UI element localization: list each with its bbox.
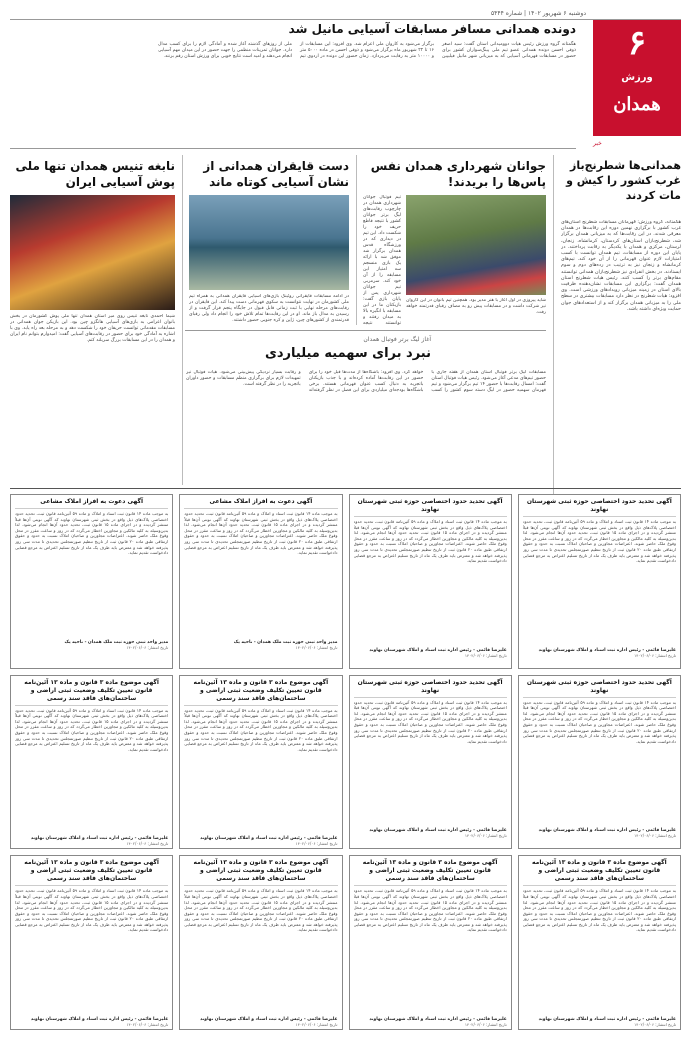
ad-signature: علیرضا قائمی - رئیس اداره ثبت اسناد و املاک شهرستان نهاوند (369, 828, 507, 834)
paper-name: همدان (613, 94, 661, 115)
ad-title: آگهی موضوع ماده ۳ قانون و ماده ۱۳ آئین‌نامه قانون تعیین تکلیف وضعیت ثبتی اراضی و ساختمان‌های فاقد سند رسمی (523, 859, 676, 886)
column-divider-3 (182, 155, 183, 485)
ad-body: به موجب ماده ۱۴ قانون ثبت اسناد و املاک و ماده ۵۹ آئین‌نامه قانون ثبت، تحدید حدود اختصاصی پلاک‌های ذیل واقع در بخش ثبتی شهرستان نهاوند که آگهی نوبتی آن‌ها قبلاً منتشر گردیده و در اجرای ماده ۱۵ قانون ثبت، تحدید حدود آن‌ها انجام می‌شود. لذا بدین‌وسیله به کلیه مالکین و مجاورین اخطار می‌گردد که در روز و ساعت مقرر در محل وقوع ملک حاضر شوند. اعتراضات مجاورین و صاحبان املاک نسبت به حدود و حقوق ارتفاقی طبق ماده ۲۰ قانون ثبت از تاریخ تنظیم صورتمجلس تحدیدی تا مدت سی روز پذیرفته خواهد شد و معترض باید ظرف یک ماه از تاریخ تسلیم اعتراض به مرجع قضایی دادخواست تقدیم نماید. (522, 888, 676, 933)
legal-ad (179, 494, 342, 669)
tennis-player-photo (10, 195, 175, 310)
ad-body: به موجب ماده ۱۴ قانون ثبت اسناد و املاک و ماده ۵۹ آئین‌نامه قانون ثبت، تحدید حدود اختصاصی پلاک‌های ذیل واقع در بخش ثبتی شهرستان نهاوند که آگهی نوبتی آن‌ها قبلاً منتشر گردیده و در اجرای ماده ۱۵ قانون ثبت، تحدید حدود آن‌ها انجام می‌شود. لذا بدین‌وسیله به کلیه مالکین و مجاورین اخطار می‌گردد که در روز و ساعت مقرر در محل وقوع ملک حاضر شوند. اعتراضات مجاورین و صاحبان املاک نسبت به حدود و حقوق ارتفاقی طبق ماده ۲۰ قانون ثبت از تاریخ تنظیم صورتمجلس تحدیدی تا مدت سی روز پذیرفته خواهد شد و معترض باید ظرف یک ماه از تاریخ تسلیم اعتراض به مرجع قضایی دادخواست تقدیم نماید. (184, 511, 338, 556)
ad-signature: علیرضا قائمی - رئیس اداره ثبت اسناد و املاک شهرستان نهاوند (538, 828, 676, 834)
ad-title: آگهی موضوع ماده ۳ قانون و ماده ۱۳ آئین‌نامه قانون تعیین تکلیف وضعیت ثبتی اراضی و ساختمان‌های فاقد سند رسمی (354, 859, 507, 886)
ad-body: به موجب ماده ۱۴ قانون ثبت اسناد و املاک و ماده ۵۹ آئین‌نامه قانون ثبت، تحدید حدود اختصاصی پلاک‌های ذیل واقع در بخش ثبتی شهرستان نهاوند که آگهی نوبتی آن‌ها قبلاً منتشر گردیده و در اجرای ماده ۱۵ قانون ثبت، تحدید حدود آن‌ها انجام می‌شود. لذا بدین‌وسیله به کلیه مالکین و مجاورین اخطار می‌گردد که در روز و ساعت مقرر در محل وقوع ملک حاضر شوند. اعتراضات مجاورین و صاحبان املاک نسبت به حدود و حقوق ارتفاقی طبق ماده ۲۰ قانون ثبت از تاریخ تنظیم صورتمجلس تحدیدی تا مدت سی روز پذیرفته خواهد شد و معترض باید ظرف یک ماه از تاریخ تسلیم اعتراض به مرجع قضایی دادخواست تقدیم نماید. (184, 707, 338, 752)
ad-signature: علیرضا قائمی - رئیس اداره ثبت اسناد و املاک شهرستان نهاوند (200, 836, 338, 842)
legal-ad (179, 855, 342, 1030)
section-label: ورزش (621, 72, 653, 83)
ad-title: آگهی موضوع ماده ۳ قانون و ماده ۱۳ آئین‌نامه قانون تعیین تکلیف وضعیت ثبتی اراضی و ساختمان‌های فاقد سند رسمی (184, 859, 337, 886)
rowing-photo (189, 195, 349, 290)
legal-ad (179, 675, 342, 850)
ad-signature: علیرضا قائمی - رئیس اداره ثبت اسناد و املاک شهرستان نهاوند (200, 1016, 338, 1022)
paper-logo (593, 66, 681, 136)
story-tennis-title: نابغه تنیس همدان تنها ملی پوش آسیایی ایران (15, 159, 175, 189)
ad-title: آگهی دعوت به افراز املاک مشاعی (184, 498, 337, 509)
ad-date: تاریخ انتشار: ۱۴۰۲/۰۶/۰۶ (295, 841, 338, 847)
ad-title: آگهی دعوت به افراز املاک مشاعی (15, 498, 168, 509)
ad-title: آگهی تحدید حدود اختصاصی حوزه ثبتی شهرستان نهاوند (523, 679, 676, 698)
ad-title: آگهی موضوع ماده ۳ قانون و ماده ۱۳ آئین‌نامه قانون تعیین تکلیف وضعیت ثبتی اراضی و ساختمان‌های فاقد سند رسمی (15, 859, 168, 886)
ad-signature: علیرضا قائمی - رئیس اداره ثبت اسناد و املاک شهرستان نهاوند (538, 1016, 676, 1022)
story-football-title: جوانان شهرداری همدان نفس پاس‌ها را بریدند! (370, 159, 546, 189)
lead-rule (10, 148, 576, 149)
legal-ad (10, 675, 173, 850)
column-divider-2 (356, 155, 357, 325)
story-tennis-body: شیما احمدی نابغه تنیس روی میز استان همدان تنها ملی پوش کشورمان در بخش بانوان اعزامی به بازی‌های آسیایی هانگژو چین بود. این بازیکن جوان همدانی در مسابقات مقدماتی توانست حریفان خود را شکست دهد و به مرحله بعد راه یابد. وی با اشاره به آمادگی خود برای حضور در رقابت‌های آسیایی گفت: امیدوارم بتوانم نام ایران و همدان را در این مسابقات بزرگ سربلند کنم. (10, 314, 175, 343)
legal-ad (10, 855, 173, 1030)
ad-title: آگهی تحدید حدود اختصاصی حوزه ثبتی شهرستان نهاوند (523, 498, 676, 517)
ad-body: به موجب ماده ۱۴ قانون ثبت اسناد و املاک و ماده ۵۹ آئین‌نامه قانون ثبت، تحدید حدود اختصاصی پلاک‌های ذیل واقع در بخش ثبتی شهرستان نهاوند که آگهی نوبتی آن‌ها قبلاً منتشر گردیده و در اجرای ماده ۱۵ قانون ثبت، تحدید حدود آن‌ها انجام می‌شود. لذا بدین‌وسیله به کلیه مالکین و مجاورین اخطار می‌گردد که در روز و ساعت مقرر در محل وقوع ملک حاضر شوند. اعتراضات مجاورین و صاحبان املاک نسبت به حدود و حقوق ارتفاقی طبق ماده ۲۰ قانون ثبت از تاریخ تنظیم صورتمجلس تحدیدی تا مدت سی روز پذیرفته خواهد شد و معترض باید ظرف یک ماه از تاریخ تسلیم اعتراض به مرجع قضایی دادخواست تقدیم نماید. (353, 888, 507, 933)
ad-title: آگهی موضوع ماده ۳ قانون و ماده ۱۳ آئین‌نامه قانون تعیین تکلیف وضعیت ثبتی اراضی و ساختمان‌های فاقد سند رسمی (184, 679, 337, 706)
ad-signature: علیرضا قائمی - رئیس اداره ثبت اسناد و املاک شهرستان نهاوند (369, 647, 507, 653)
ad-signature: مدیر واحد ثبتی حوزه ثبت ملک همدان - ناحیه یک (64, 639, 169, 645)
ad-signature: علیرضا قائمی - رئیس اداره ثبت اسناد و املاک شهرستان نهاوند (30, 836, 169, 842)
ad-body: به موجب ماده ۱۴ قانون ثبت اسناد و املاک و ماده ۵۹ آئین‌نامه قانون ثبت، تحدید حدود اختصاصی پلاک‌های ذیل واقع در بخش ثبتی شهرستان نهاوند که آگهی نوبتی آن‌ها قبلاً منتشر گردیده و در اجرای ماده ۱۵ قانون ثبت، تحدید حدود آن‌ها انجام می‌شود. لذا بدین‌وسیله به کلیه مالکین و مجاورین اخطار می‌گردد که در روز و ساعت مقرر در محل وقوع ملک حاضر شوند. اعتراضات مجاورین و صاحبان املاک نسبت به حدود و حقوق ارتفاقی طبق ماده ۲۰ قانون ثبت از تاریخ تنظیم صورتمجلس تحدیدی تا مدت سی روز پذیرفته خواهد شد و معترض باید ظرف یک ماه از تاریخ تسلیم اعتراض به مرجع قضایی دادخواست تقدیم نماید. (15, 707, 169, 752)
story-football-body: تیم فوتبال جوانان شهرداری همدان در چارچوب رقابت‌های لیگ برتر جوانان کشور با نتیجه قاطع حریف خود را شکست داد. این تیم در دیداری که در ورزشگاه قدس همدان برگزار شد موفق شد با ارائه یک بازی منسجم سه امتیاز این مسابقه را از آن خود کند. سرمربی تیم جوانان شهرداری پس از پایان بازی گفت: بازیکنان ما در این مسابقه با انگیزه بالا به میدان رفتند و توانستند نتیجه (363, 195, 401, 325)
ad-date: تاریخ انتشار: ۱۴۰۲/۰۶/۰۶ (464, 652, 507, 658)
legal-ad (10, 494, 173, 669)
ad-date: تاریخ انتشار: ۱۴۰۲/۰۶/۰۶ (634, 652, 676, 658)
ad-date: تاریخ انتشار: ۱۴۰۲/۰۶/۰۶ (126, 1021, 169, 1027)
story-rowing-title: دست قایقران همدانی از نشان آسیایی کوتاه ماند (203, 159, 349, 189)
ad-date: تاریخ انتشار: ۱۴۰۲/۰۶/۰۶ (634, 1021, 676, 1027)
ad-date: تاریخ انتشار: ۱۴۰۲/۰۶/۰۶ (634, 833, 676, 839)
page-number: ۶ (627, 23, 647, 63)
chess-title: همدانی‌ها شطرنج‌باز غرب کشور را کیش و مات کردند (566, 159, 681, 202)
ad-signature: علیرضا قائمی - رئیس اداره ثبت اسناد و املاک شهرستان نهاوند (369, 1016, 507, 1022)
page-badge (593, 20, 681, 66)
ad-date: تاریخ انتشار: ۱۴۰۲/۰۶/۰۶ (126, 644, 169, 650)
match-title: نبرد برای سهمیه میلیاردی (264, 346, 431, 361)
date-text: دوشنبه ۶ شهریور ۱۴۰۲ | شماره ۵۴۴۴ (490, 9, 586, 17)
match-rule (185, 330, 546, 331)
lead-title: دونده همدانی مسافر مسابقات آسیایی مانیل شد (288, 22, 576, 36)
ad-body: به موجب ماده ۱۴ قانون ثبت اسناد و املاک و ماده ۵۹ آئین‌نامه قانون ثبت، تحدید حدود اختصاصی پلاک‌های ذیل واقع در بخش ثبتی شهرستان نهاوند که آگهی نوبتی آن‌ها قبلاً منتشر گردیده و در اجرای ماده ۱۵ قانون ثبت، تحدید حدود آن‌ها انجام می‌شود. لذا بدین‌وسیله به کلیه مالکین و مجاورین اخطار می‌گردد که در روز و ساعت مقرر در محل وقوع ملک حاضر شوند. اعتراضات مجاورین و صاحبان املاک نسبت به حدود و حقوق ارتفاقی طبق ماده ۲۰ قانون ثبت از تاریخ تنظیم صورتمجلس تحدیدی تا مدت سی روز پذیرفته خواهد شد و معترض باید ظرف یک ماه از تاریخ تسلیم اعتراض به مرجع قضایی دادخواست تقدیم نماید. (353, 699, 507, 744)
match-body: مسابقات لیگ برتر فوتبال استان همدان از هفته جاری با حضور تیم‌های مدعی آغاز می‌شود. رئیس هیات فوتبال استان گفت: امسال رقابت‌ها با حضور ۱۴ تیم برگزار می‌شود و تیم قهرمان سهمیه حضور در لیگ دسته سوم کشور را کسب خواهد کرد. وی افزود: باشگاه‌ها از مدت‌ها قبل خود را برای حضور در این رقابت‌ها آماده کرده‌اند و با جذب بازیکنان باتجربه به دنبال کسب عنوان قهرمانی هستند. برخی باشگاه‌ها بودجه‌ای میلیاردی برای این فصل در نظر گرفته‌اند و رقابت بسیار نزدیکی پیش‌بینی می‌شود. هیات فوتبال نیز تمهیدات لازم برای برگزاری منظم مسابقات و حضور داوران باتجربه را در نظر گرفته است. (186, 370, 546, 393)
football-team-photo (406, 195, 546, 295)
ad-date: تاریخ انتشار: ۱۴۰۲/۰۶/۰۶ (295, 644, 338, 650)
story-rowing-body: در ادامه مسابقات قایقرانی روئینگ بازی‌های آسیایی قایقران همدانی به همراه تیم ملی کشورمان در نهایت نتوانست به سکوی قهرمانی دست پیدا کند. این قایقران در رقابت‌های مرحله نهایی با ثبت زمانی قابل قبول در جایگاه پنجم قرار گرفت و از رسیدن به مدال باز ماند. او در این رقابت‌ها تمام تلاش خود را انجام داد ولی رقبای قدرتمندی از کشورهای چین، ژاپن و کره جنوبی حضور داشتند. (189, 294, 349, 323)
ad-signature: مدیر واحد ثبتی حوزه ثبت ملک همدان - ناحیه یک (233, 639, 338, 645)
lead-body: هگمتانه گروه ورزش رئیس هیات دوومیدانی استان گفت: سید اصغر ذوقی احسن دونده همدانی عضو تیم ملی پینگ‌سواران کشور برای حضور در مسابقات قهرمانی آسیایی که به میزبانی شهر مانیل فیلیپین برگزار می‌شود به کاروان ملی اعزام شد. وی افزود: این مسابقات از ۱۶ تا ۲۲ شهریور ماه برگزار می‌شود و ذوقی احسن در ماده ۵۰۰۰ متر و ۱۰۰۰۰ متر به رقابت می‌پردازد. زمان حضور این دونده در اردوی تیم ملی از روزهای گذشته آغاز شده و آمادگی لازم را برای کسب مدال دارد. جوانان تمرینات منظمی را جهت حضور در این میدان مهم آسیایی انجام می‌دهند و امید است نتایج خوبی برای ورزش استان رقم بزنند. (158, 42, 576, 59)
legal-ad (518, 675, 681, 850)
ad-title: آگهی تحدید حدود اختصاصی حوزه ثبتی شهرستان نهاوند (354, 498, 507, 517)
legal-ad (349, 675, 512, 850)
header-rule (10, 19, 681, 20)
legal-ad (349, 855, 512, 1030)
ad-body: به موجب ماده ۱۴ قانون ثبت اسناد و املاک و ماده ۵۹ آئین‌نامه قانون ثبت، تحدید حدود اختصاصی پلاک‌های ذیل واقع در بخش ثبتی شهرستان نهاوند که آگهی نوبتی آن‌ها قبلاً منتشر گردیده و در اجرای ماده ۱۵ قانون ثبت، تحدید حدود آن‌ها انجام می‌شود. لذا بدین‌وسیله به کلیه مالکین و مجاورین اخطار می‌گردد که در روز و ساعت مقرر در محل وقوع ملک حاضر شوند. اعتراضات مجاورین و صاحبان املاک نسبت به حدود و حقوق ارتفاقی طبق ماده ۲۰ قانون ثبت از تاریخ تنظیم صورتمجلس تحدیدی تا مدت سی روز پذیرفته خواهد شد و معترض باید ظرف یک ماه از تاریخ تسلیم اعتراض به مرجع قضایی دادخواست تقدیم نماید. (15, 888, 169, 933)
match-kicker: آغاز لیگ برتر فوتبال همدان (363, 336, 431, 343)
date-line (10, 8, 586, 18)
ad-signature: علیرضا قائمی - رئیس اداره ثبت اسناد و املاک شهرستان نهاوند (538, 647, 676, 653)
ad-title: آگهی موضوع ماده ۳ قانون و ماده ۱۳ آئین‌نامه قانون تعیین تکلیف وضعیت ثبتی اراضی و ساختمان‌های فاقد سند رسمی (15, 679, 168, 706)
legal-ad (518, 494, 681, 669)
ad-body: به موجب ماده ۱۴ قانون ثبت اسناد و املاک و ماده ۵۹ آئین‌نامه قانون ثبت، تحدید حدود اختصاصی پلاک‌های ذیل واقع در بخش ثبتی شهرستان نهاوند که آگهی نوبتی آن‌ها قبلاً منتشر گردیده و در اجرای ماده ۱۵ قانون ثبت، تحدید حدود آن‌ها انجام می‌شود. لذا بدین‌وسیله به کلیه مالکین و مجاورین اخطار می‌گردد که در روز و ساعت مقرر در محل وقوع ملک حاضر شوند. اعتراضات مجاورین و صاحبان املاک نسبت به حدود و حقوق ارتفاقی طبق ماده ۲۰ قانون ثبت از تاریخ تنظیم صورتمجلس تحدیدی تا مدت سی روز پذیرفته خواهد شد و معترض باید ظرف یک ماه از تاریخ تسلیم اعتراض به مرجع قضایی دادخواست تقدیم نماید. (522, 519, 676, 564)
news-tag: خبر (593, 140, 602, 147)
ad-date: تاریخ انتشار: ۱۴۰۲/۰۶/۰۶ (126, 841, 169, 847)
ad-date: تاریخ انتشار: ۱۴۰۲/۰۶/۰۶ (295, 1021, 338, 1027)
story-football-caption: شاید پیروزی در اول آغاز با هنر مدیر بود. همچنین تیم بانوان در این کاروان نیز شرکت داشت و در مسابقات پیش رو به مصاف رقبای قدرتمند خواهد رفت. (406, 298, 546, 315)
ads-rule (10, 488, 681, 489)
ad-date: تاریخ انتشار: ۱۴۰۲/۰۶/۰۶ (464, 833, 507, 839)
chess-body: هگمتانه، گروه ورزش: قهرمانان مسابقات شطرنج استان‌های غرب کشور با برگزاری نهمین دوره این رقابت‌ها در همدان معرفی شدند. در این رقابت‌ها که به میزبانی همدان برگزار شد، شطرنج‌بازان استان‌های کردستان، کرمانشاه، زنجان، لرستان، مرکزی و همدان با یکدیگر به رقابت پرداختند. در پایان این دوره از مسابقات، تیم همدان توانست با کسب امتیازات لازم عنوان قهرمانی را از آن خود کند. تیم‌های کرمانشاه و زنجان نیز به ترتیب در رده‌های دوم و سوم ایستادند. در بخش انفرادی نیز شطرنج‌بازان همدانی توانستند مقام‌های برتر را کسب کنند. رئیس هیات شطرنج استان همدان گفت: برگزاری این مسابقات نشان‌دهنده ظرفیت بالای استان در زمینه میزبانی رویدادهای ورزشی است. وی افزود: هیات شطرنج در نظر دارد مسابقات بیشتری در سطح ملی را به میزبانی همدان برگزار کند و از استعدادهای جوان حمایت ویژه‌ای داشته باشد. (561, 220, 681, 312)
ad-date: تاریخ انتشار: ۱۴۰۲/۰۶/۰۶ (464, 1021, 507, 1027)
ad-signature: علیرضا قائمی - رئیس اداره ثبت اسناد و املاک شهرستان نهاوند (30, 1016, 169, 1022)
legal-ad (349, 494, 512, 669)
ad-body: به موجب ماده ۱۴ قانون ثبت اسناد و املاک و ماده ۵۹ آئین‌نامه قانون ثبت، تحدید حدود اختصاصی پلاک‌های ذیل واقع در بخش ثبتی شهرستان نهاوند که آگهی نوبتی آن‌ها قبلاً منتشر گردیده و در اجرای ماده ۱۵ قانون ثبت، تحدید حدود آن‌ها انجام می‌شود. لذا بدین‌وسیله به کلیه مالکین و مجاورین اخطار می‌گردد که در روز و ساعت مقرر در محل وقوع ملک حاضر شوند. اعتراضات مجاورین و صاحبان املاک نسبت به حدود و حقوق ارتفاقی طبق ماده ۲۰ قانون ثبت از تاریخ تنظیم صورتمجلس تحدیدی تا مدت سی روز پذیرفته خواهد شد و معترض باید ظرف یک ماه از تاریخ تسلیم اعتراض به مرجع قضایی دادخواست تقدیم نماید. (522, 699, 676, 744)
ad-body: به موجب ماده ۱۴ قانون ثبت اسناد و املاک و ماده ۵۹ آئین‌نامه قانون ثبت، تحدید حدود اختصاصی پلاک‌های ذیل واقع در بخش ثبتی شهرستان نهاوند که آگهی نوبتی آن‌ها قبلاً منتشر گردیده و در اجرای ماده ۱۵ قانون ثبت، تحدید حدود آن‌ها انجام می‌شود. لذا بدین‌وسیله به کلیه مالکین و مجاورین اخطار می‌گردد که در روز و ساعت مقرر در محل وقوع ملک حاضر شوند. اعتراضات مجاورین و صاحبان املاک نسبت به حدود و حقوق ارتفاقی طبق ماده ۲۰ قانون ثبت از تاریخ تنظیم صورتمجلس تحدیدی تا مدت سی روز پذیرفته خواهد شد و معترض باید ظرف یک ماه از تاریخ تسلیم اعتراض به مرجع قضایی دادخواست تقدیم نماید. (184, 888, 338, 933)
legal-ad (518, 855, 681, 1030)
ad-body: به موجب ماده ۱۴ قانون ثبت اسناد و املاک و ماده ۵۹ آئین‌نامه قانون ثبت، تحدید حدود اختصاصی پلاک‌های ذیل واقع در بخش ثبتی شهرستان نهاوند که آگهی نوبتی آن‌ها قبلاً منتشر گردیده و در اجرای ماده ۱۵ قانون ثبت، تحدید حدود آن‌ها انجام می‌شود. لذا بدین‌وسیله به کلیه مالکین و مجاورین اخطار می‌گردد که در روز و ساعت مقرر در محل وقوع ملک حاضر شوند. اعتراضات مجاورین و صاحبان املاک نسبت به حدود و حقوق ارتفاقی طبق ماده ۲۰ قانون ثبت از تاریخ تنظیم صورتمجلس تحدیدی تا مدت سی روز پذیرفته خواهد شد و معترض باید ظرف یک ماه از تاریخ تسلیم اعتراض به مرجع قضایی دادخواست تقدیم نماید. (353, 519, 507, 564)
ad-body: به موجب ماده ۱۴ قانون ثبت اسناد و املاک و ماده ۵۹ آئین‌نامه قانون ثبت، تحدید حدود اختصاصی پلاک‌های ذیل واقع در بخش ثبتی شهرستان نهاوند که آگهی نوبتی آن‌ها قبلاً منتشر گردیده و در اجرای ماده ۱۵ قانون ثبت، تحدید حدود آن‌ها انجام می‌شود. لذا بدین‌وسیله به کلیه مالکین و مجاورین اخطار می‌گردد که در روز و ساعت مقرر در محل وقوع ملک حاضر شوند. اعتراضات مجاورین و صاحبان املاک نسبت به حدود و حقوق ارتفاقی طبق ماده ۲۰ قانون ثبت از تاریخ تنظیم صورتمجلس تحدیدی تا مدت سی روز پذیرفته خواهد شد و معترض باید ظرف یک ماه از تاریخ تسلیم اعتراض به مرجع قضایی دادخواست تقدیم نماید. (15, 511, 169, 556)
ad-title: آگهی تحدید حدود اختصاصی حوزه ثبتی شهرستان نهاوند (354, 679, 507, 698)
